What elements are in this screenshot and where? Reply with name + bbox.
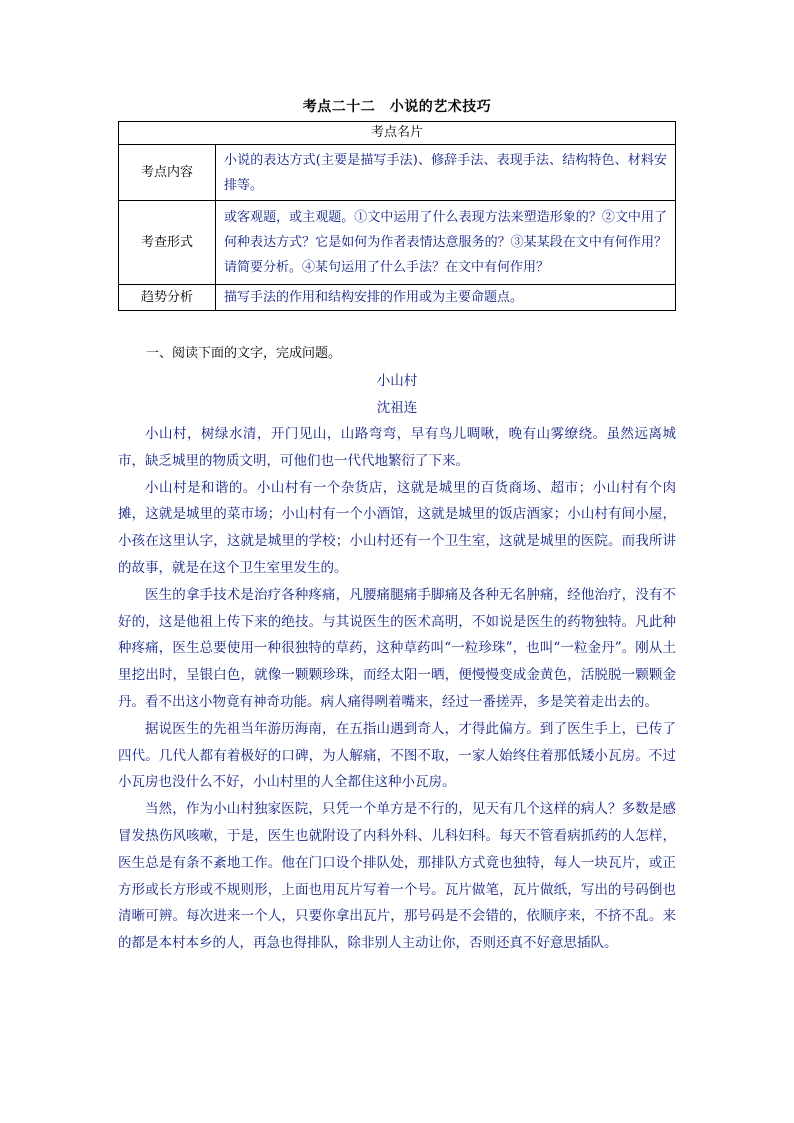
topic-card-heading-row <box>119 122 676 145</box>
row-content-content: 小说的表达方式(主要是描写手法)、修辞手法、表现手法、结构特色、材料安排等。 <box>216 145 676 201</box>
question-prompt: 一、阅读下面的文字，完成问题。 <box>146 346 342 361</box>
story-author: 沈祖连 <box>376 400 418 416</box>
story-paragraph: 据说医生的先祖当年游历海南，在五指山遇到奇人，才得此偏方。到了医生手上，已传了四代。几代人都有着极好的口碑，为人解痛，不图不取，一家人始终住着那低矮小瓦房。不过小瓦房也没什么不好，小山村里的人全都住这种小瓦房。 <box>118 720 676 791</box>
table-row <box>119 145 676 201</box>
table-row <box>119 285 676 311</box>
topic-card-heading: 考点名片 <box>119 122 676 145</box>
row-content-trend: 描写手法的作用和结构安排的作用或为主要命题点。 <box>216 285 676 311</box>
story-body <box>118 421 676 957</box>
row-label-format: 考查形式 <box>119 201 216 285</box>
topic-card-table <box>118 121 676 311</box>
story-title: 小山村 <box>376 373 418 389</box>
row-label-trend: 趋势分析 <box>119 285 216 311</box>
table-row <box>119 201 676 285</box>
story-paragraph: 当然，作为小山村独家医院，只凭一个单方是不行的，见天有几个这样的病人？多数是感冒发热伤风咳嗽，于是，医生也就附设了内科外科、儿科妇科。每天不管看病抓药的人怎样，医生总是有条不紊地工作。他在门口设个排队处，那排队方式竟也独特，每人一块瓦片，或正方形或长方形或不规则形，上面也用瓦片写着一个号。瓦片做笔，瓦片做纸，写出的号码倒也清晰可辨。每次进来一个人，只要你拿出瓦片，那号码是不会错的，依顺序来，不挤不乱。来的都是本村本乡的人，再急也得排队，除非别人主动让你，否则还真不好意思插队。 <box>118 801 676 952</box>
row-label-content: 考点内容 <box>119 145 216 201</box>
row-content-format: 或客观题，或主观题。①文中运用了什么表现方法来塑造形象的？②文中用了何种表达方式？它是如何为作者表情达意服务的？③某某段在文中有何作用？请简要分析。④某句运用了什么手法？在文中有何作用？ <box>216 201 676 285</box>
story-paragraph: 小山村，树绿水清，开门见山，山路弯弯，早有鸟儿啁啾，晚有山雾缭绕。虽然远离城市，缺乏城里的物质文明，可他们也一代代地繁衍了下来。 <box>118 426 676 469</box>
story-paragraph: 小山村是和谐的。小山村有一个杂货店，这就是城里的百货商场、超市；小山村有个肉摊，这就是城里的菜市场；小山村有一个小酒馆，这就是城里的饭店酒家；小山村有间小屋，小孩在这里认字，这就是城里的学校；小山村还有一个卫生室，这就是城里的医院。而我所讲的故事，就是在这个卫生室里发生的。 <box>118 479 676 576</box>
page-title: 考点二十二 小说的艺术技巧 <box>302 99 492 115</box>
story-paragraph: 医生的拿手技术是治疗各种疼痛，凡腰痛腿痛手脚痛及各种无名肿痛，经他治疗，没有不好的，这是他祖上传下来的绝技。与其说医生的医术高明，不如说是医生的药物独特。凡此种种疼痛，医生总要使用一种很独特的草药，这种草药叫“一粒珍珠”，也叫“一粒金丹”。刚从土里挖出时，呈银白色，就像一颗颗珍珠，而经太阳一晒，便慢慢变成金黄色，活脱脱一颗颗金丹。看不出这小物竟有神奇功能。病人痛得咧着嘴来，经过一番搓弄，多是笑着走出去的。 <box>118 586 676 710</box>
